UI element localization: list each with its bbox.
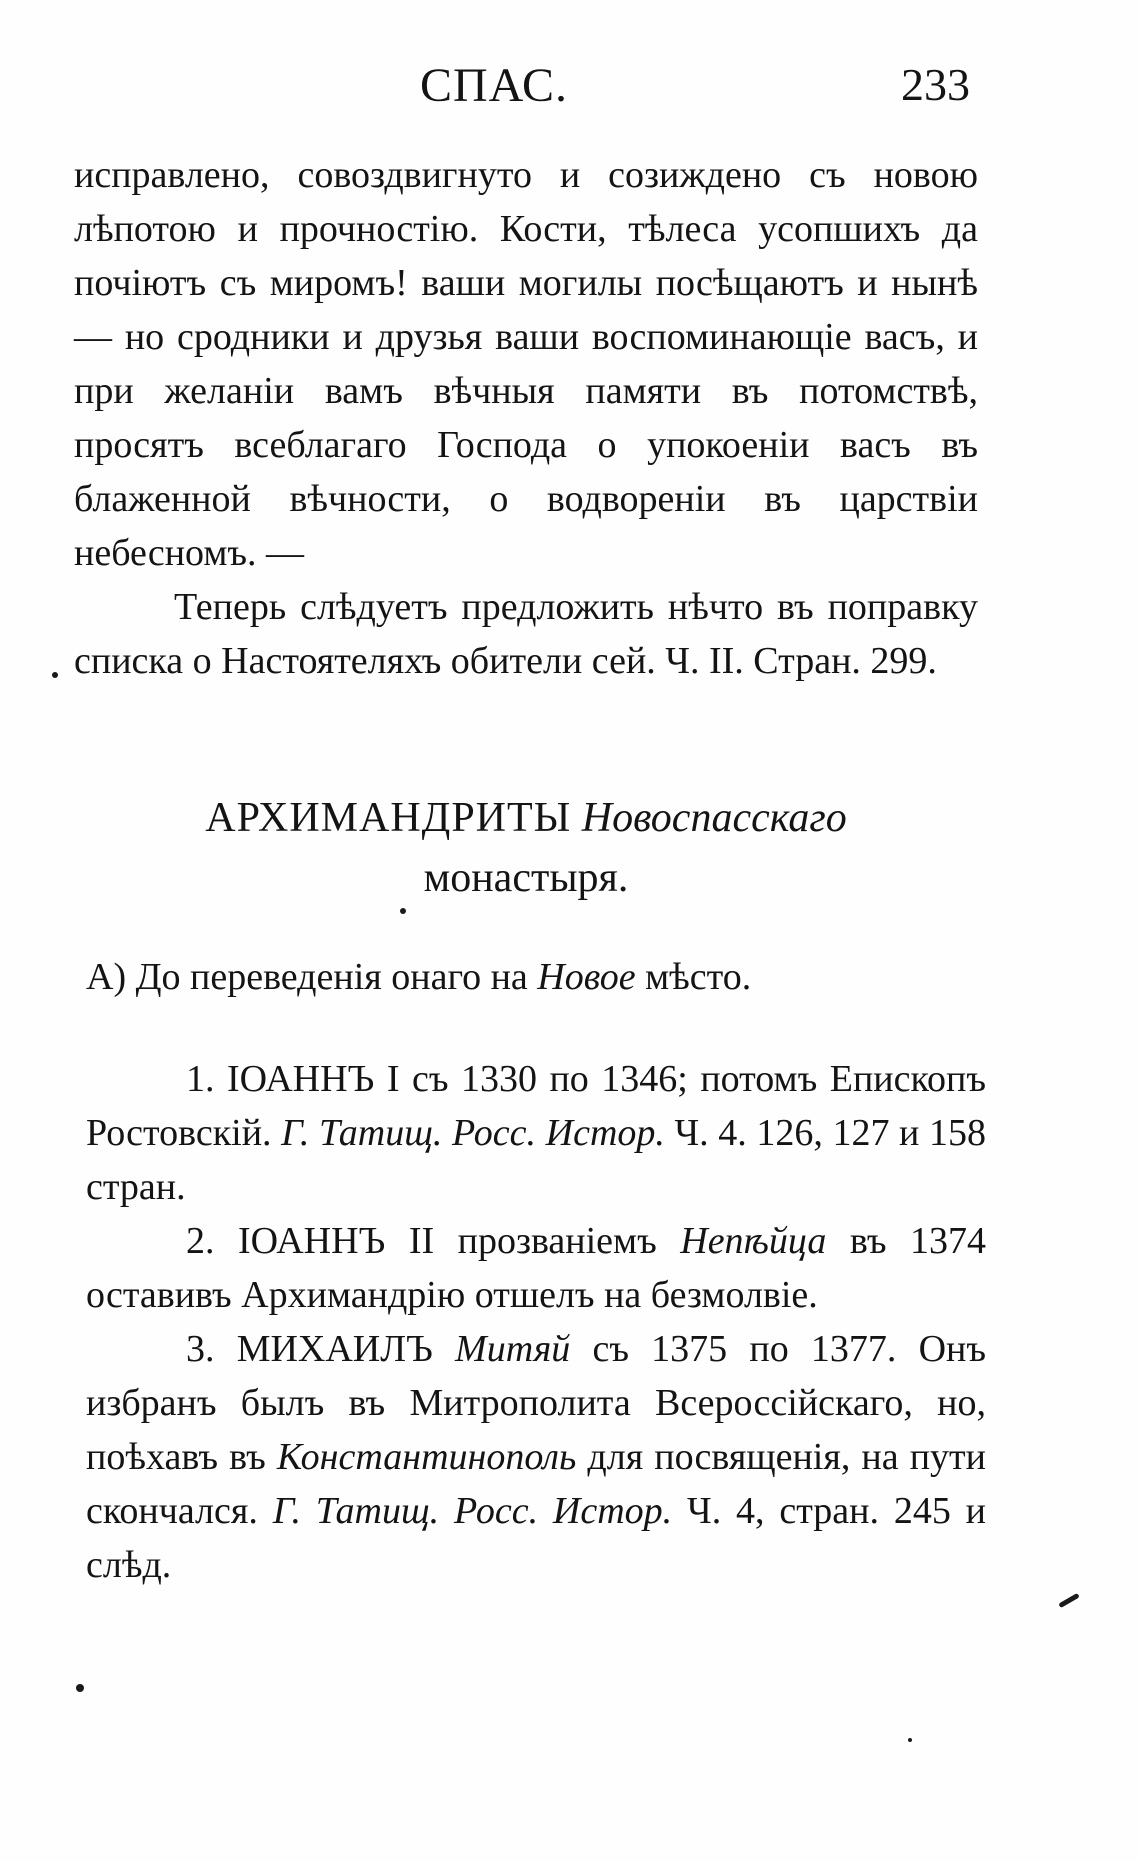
running-title: СПАС.: [420, 59, 568, 112]
entry-text: для посвященія, на пути скончался.: [86, 1436, 986, 1532]
entry-source-italic: Г. Татищ. Росс. Истор.: [281, 1112, 665, 1154]
entry-text: съ 1375 по 1377. Онъ избранъ былъ въ Митрополита Всероссійскаго, но, поѣхавъ въ: [86, 1328, 986, 1478]
running-header: [0, 52, 1140, 122]
paragraph-continued: исправлено, совоздвигнуто и созиждено съ новою лѣпотою и прочностію. Кости, тѣлеса усопшихъ да почіютъ съ миромъ! ваши могилы посѣщаютъ и нынѣ — но сродники и друзья ваши воспоминающіе васъ, и при желаніи вамъ вѣчныя памяти въ потомствѣ, просятъ всеблагаго Господа о упокоеніи васъ въ блаженной вѣчности, о водвореніи въ царствіи небесномъ. —: [74, 154, 978, 574]
entry-text: въ 1374 оставивъ Архимандрію отшелъ на безмолвіе.: [86, 1220, 987, 1316]
entry-place-italic: Константинополь: [276, 1436, 577, 1478]
subheading-suffix: мѣсто.: [645, 956, 752, 998]
entry-text: 2. ІОАННЪ II прозваніемъ: [186, 1220, 657, 1262]
entry-text: 1. ІОАННЪ I съ 1330 по 1346; потомъ Епископъ Ростовскій.: [86, 1058, 986, 1154]
section-heading-line2: монастыря.: [423, 855, 629, 901]
archimandrite-list: [86, 1052, 986, 1592]
entry-text: Ч. 4. 126, 127 и 158 стран.: [86, 1112, 986, 1208]
entry-nickname-italic: Непѣйца: [680, 1220, 827, 1262]
section-heading-italic: Новоспасскаго: [581, 795, 847, 841]
ink-speck: [908, 1738, 912, 1742]
entry-nickname-italic: Митяй: [455, 1328, 571, 1370]
entry-source-italic: Г. Татищ. Росс. Истор.: [272, 1490, 673, 1532]
body-text: [74, 148, 978, 688]
ink-speck: [1058, 1593, 1080, 1608]
subheading-italic: Новое: [537, 956, 636, 998]
subheading-prefix: А) До переведенія онаго на: [86, 956, 528, 998]
section-heading-caps: АРХИМАНДРИТЫ: [205, 795, 572, 841]
entry-text: 3. МИХАИЛЪ: [186, 1328, 433, 1370]
section-heading-line1: [74, 788, 978, 848]
list-item: [86, 1052, 986, 1214]
entry-text: Ч. 4, стран. 245 и слѣд.: [86, 1490, 987, 1586]
list-item: [86, 1322, 986, 1592]
ink-speck: [52, 672, 58, 678]
paragraph-correction-intro: Теперь слѣдуетъ предложить нѣчто въ поправку списка о Настоятеляхъ обители сей. Ч. II. Стран. 299.: [74, 586, 978, 682]
page-number: 233: [901, 59, 970, 110]
section-heading: [74, 788, 978, 908]
subheading: [86, 950, 986, 1004]
ink-speck: [400, 908, 406, 914]
list-item: [86, 1214, 986, 1322]
ink-speck: [76, 1684, 84, 1692]
